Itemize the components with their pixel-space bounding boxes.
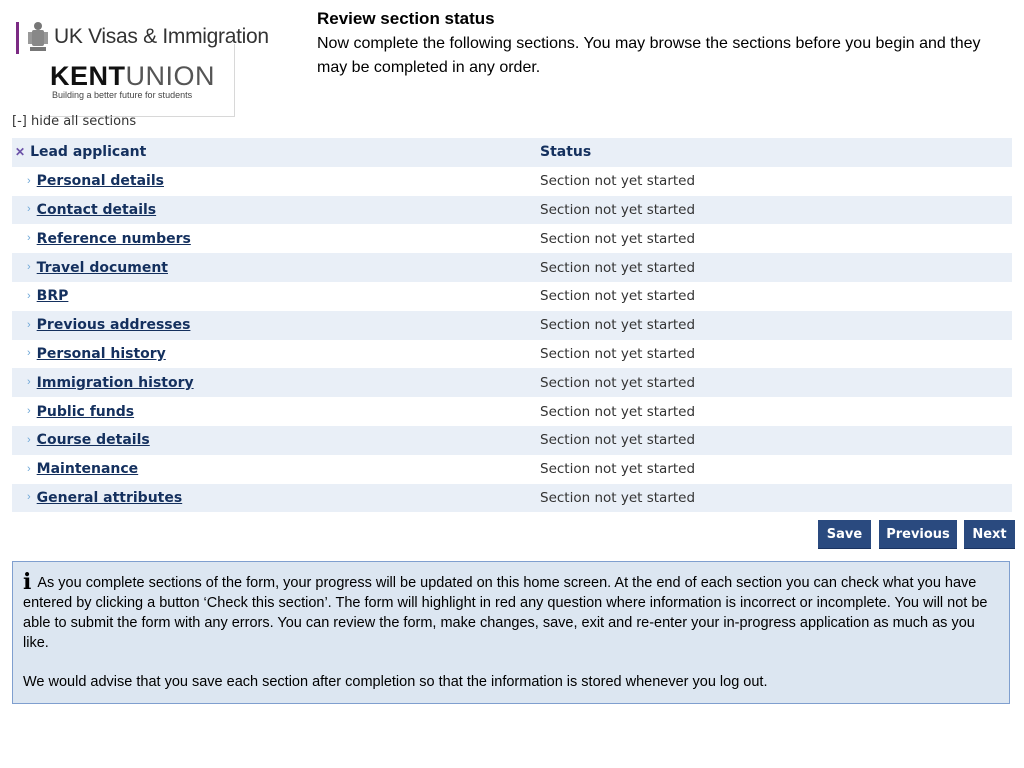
kent-union-tagline: Building a better future for students [52,90,193,100]
table-row [12,426,1012,455]
section-link-course-details[interactable]: Course details [36,432,150,449]
table-row [12,253,1012,282]
kent-union-wordmark: KENTUNION [50,61,215,91]
section-status: Section not yet started [540,259,696,276]
section-status: Section not yet started [540,461,696,478]
info-icon: i [23,569,32,595]
info-paragraph-2: We would advise that you save each section after completion so that the information is stored whenever you log out. [23,674,768,690]
section-status: Section not yet started [540,201,696,218]
section-status: Section not yet started [540,288,696,305]
hide-all-sections-link[interactable]: [-] hide all sections [12,114,137,129]
save-button[interactable]: Save [818,520,871,549]
section-link-personal-details[interactable]: Personal details [36,173,164,190]
group-toggle[interactable] [15,144,146,160]
chevron-right-icon: › [27,491,31,504]
section-link-previous-addresses[interactable]: Previous addresses [36,317,191,334]
table-row [12,167,1012,196]
status-column-header: Status [540,144,592,161]
section-link-travel-document[interactable]: Travel document [36,259,168,276]
chevron-right-icon: › [27,174,31,187]
ukvi-logo-bar [16,22,19,54]
group-label: Lead applicant [30,144,147,161]
table-row [12,311,1012,340]
section-status: Section not yet started [540,489,696,506]
table-row [12,484,1012,513]
section-status: Section not yet started [540,432,696,449]
section-status: Section not yet started [540,173,696,190]
next-button[interactable]: Next [964,520,1015,549]
section-status: Section not yet started [540,345,696,362]
info-panel [12,561,1010,704]
sections-table [12,138,1012,512]
chevron-right-icon: › [27,289,31,302]
section-link-general-attributes[interactable]: General attributes [36,489,183,506]
chevron-right-icon: › [27,462,31,475]
table-row [12,368,1012,397]
page-title: Review section status [317,9,495,28]
chevron-right-icon: › [27,203,31,216]
chevron-right-icon: › [27,261,31,274]
chevron-right-icon: › [27,376,31,389]
section-link-reference-numbers[interactable]: Reference numbers [36,230,191,247]
section-status: Section not yet started [540,403,696,420]
section-link-maintenance[interactable]: Maintenance [36,461,139,478]
section-status: Section not yet started [540,230,696,247]
collapse-x-icon[interactable]: ✕ [15,145,26,160]
table-row [12,224,1012,253]
table-row [12,397,1012,426]
page-subtitle: Now complete the following sections. You may browse the sections before you begin and they may be completed in any order. [317,35,981,76]
section-status: Section not yet started [540,374,696,391]
chevron-right-icon: › [27,318,31,331]
table-row [12,340,1012,369]
page-header [317,8,1007,80]
section-link-personal-history[interactable]: Personal history [36,345,166,362]
section-link-brp[interactable]: BRP [36,288,69,305]
info-paragraph-1: i As you complete sections of the form, your progress will be updated on this home screen. At the end of each section you can check what you have entered by clicking a button ‘Check this section’. The form will highlight in red any question where information is incorrect or incomplete. You will not be able to submit the form with any errors. You can review the form, make changes, save, exit and re-enter your in-progress application as much as you like. [23,569,988,651]
section-link-contact-details[interactable]: Contact details [36,201,157,218]
section-link-immigration-history[interactable]: Immigration history [36,374,194,391]
section-status: Section not yet started [540,317,696,334]
chevron-right-icon: › [27,347,31,360]
chevron-right-icon: › [27,232,31,245]
table-row [12,455,1012,484]
chevron-right-icon: › [27,433,31,446]
chevron-right-icon: › [27,405,31,418]
kent-union-logo [44,44,235,117]
table-row [12,196,1012,225]
table-header-row [12,138,1012,167]
previous-button[interactable]: Previous [879,520,957,549]
ukvi-logo-text: UK Visas & Immigration [54,25,269,48]
table-row [12,282,1012,311]
section-link-public-funds[interactable]: Public funds [36,403,135,420]
